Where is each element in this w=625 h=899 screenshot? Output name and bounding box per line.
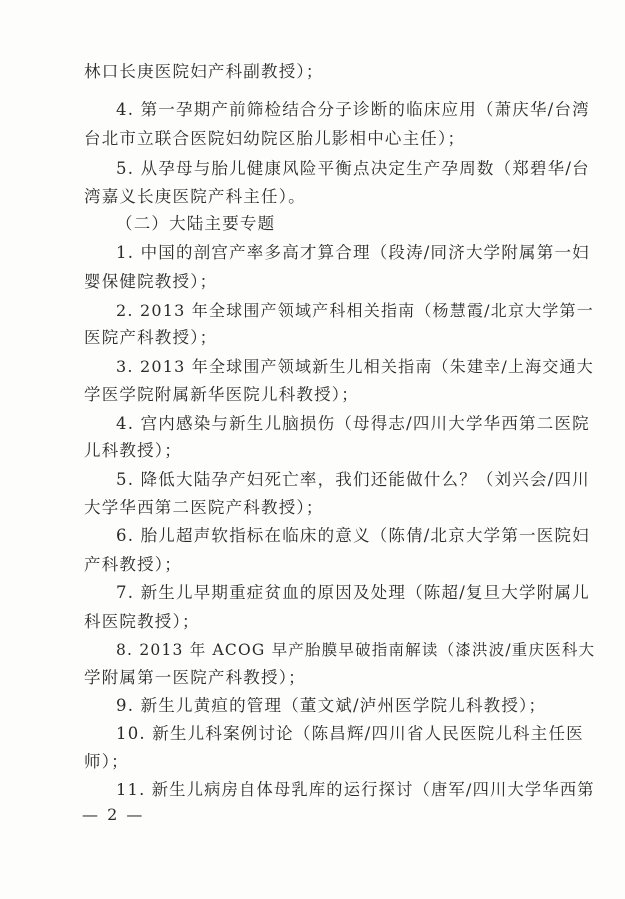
page-number: — 2 — <box>82 805 145 824</box>
text-line: 1. 中国的剖宫产率多高才算合理（段涛/同济大学附属第一妇 <box>116 243 590 262</box>
text-line: 2. 2013 年全球围产领域产科相关指南（杨慧霞/北京大学第一 <box>116 301 594 320</box>
text-line: 6. 胎儿超声软指标在临床的意义（陈倩/北京大学第一医院妇 <box>116 526 590 545</box>
text-line: 4. 第一孕期产前筛检结合分子诊断的临床应用（萧庆华/台湾 <box>116 100 590 119</box>
text-line: 10. 新生儿科案例讨论（陈昌辉/四川省人民医院儿科主任医 <box>116 724 584 743</box>
text-line: 3. 2013 年全球围产领域新生儿相关指南（朱建幸/上海交通大 <box>116 357 594 376</box>
text-line: 学附属第一医院产科教授）； <box>84 668 306 687</box>
text-line: 科医院教授）； <box>84 612 200 631</box>
text-line: 湾嘉义长庚医院产科主任）。 <box>84 187 306 206</box>
text-line: 5. 从孕母与胎儿健康风险平衡点决定生产孕周数（郑碧华/台 <box>116 159 590 178</box>
text-line: 7. 新生儿早期重症贫血的原因及处理（陈超/复旦大学附属儿 <box>116 583 590 602</box>
text-line: 医院产科教授）； <box>84 328 218 347</box>
text-line: 4. 宫内感染与新生儿脑损伤（母得志/四川大学华西第二医院 <box>116 414 590 433</box>
text-line: 产科教授）； <box>84 555 182 574</box>
text-line: 11. 新生儿病房自体母乳库的运行探讨（唐军/四川大学华西第 <box>116 780 595 799</box>
text-line: 婴保健院教授）； <box>84 272 218 291</box>
text-line: 9. 新生儿黄疸的管理（董文斌/泸州医学院儿科教授）； <box>116 696 547 715</box>
text-line: 大学华西第二医院产科教授）； <box>84 498 324 517</box>
text-line: 5. 降低大陆孕产妇死亡率，我们还能做什么？（刘兴会/四川 <box>116 470 590 489</box>
text-line: 8. 2013 年 ACOG 早产胎膜早破指南解读（漆洪波/重庆医科大 <box>116 641 596 659</box>
text-line: 林口长庚医院妇产科副教授）； <box>84 62 324 81</box>
text-line: 学医学院附属新华医院儿科教授）； <box>84 385 359 404</box>
text-line: 台北市立联合医院妇幼院区胎儿影相中心主任）； <box>84 129 466 148</box>
text-line: 儿科教授）； <box>84 441 182 460</box>
text-line: 师）； <box>84 752 129 771</box>
section-heading: （二）大陆主要专题 <box>116 214 276 233</box>
